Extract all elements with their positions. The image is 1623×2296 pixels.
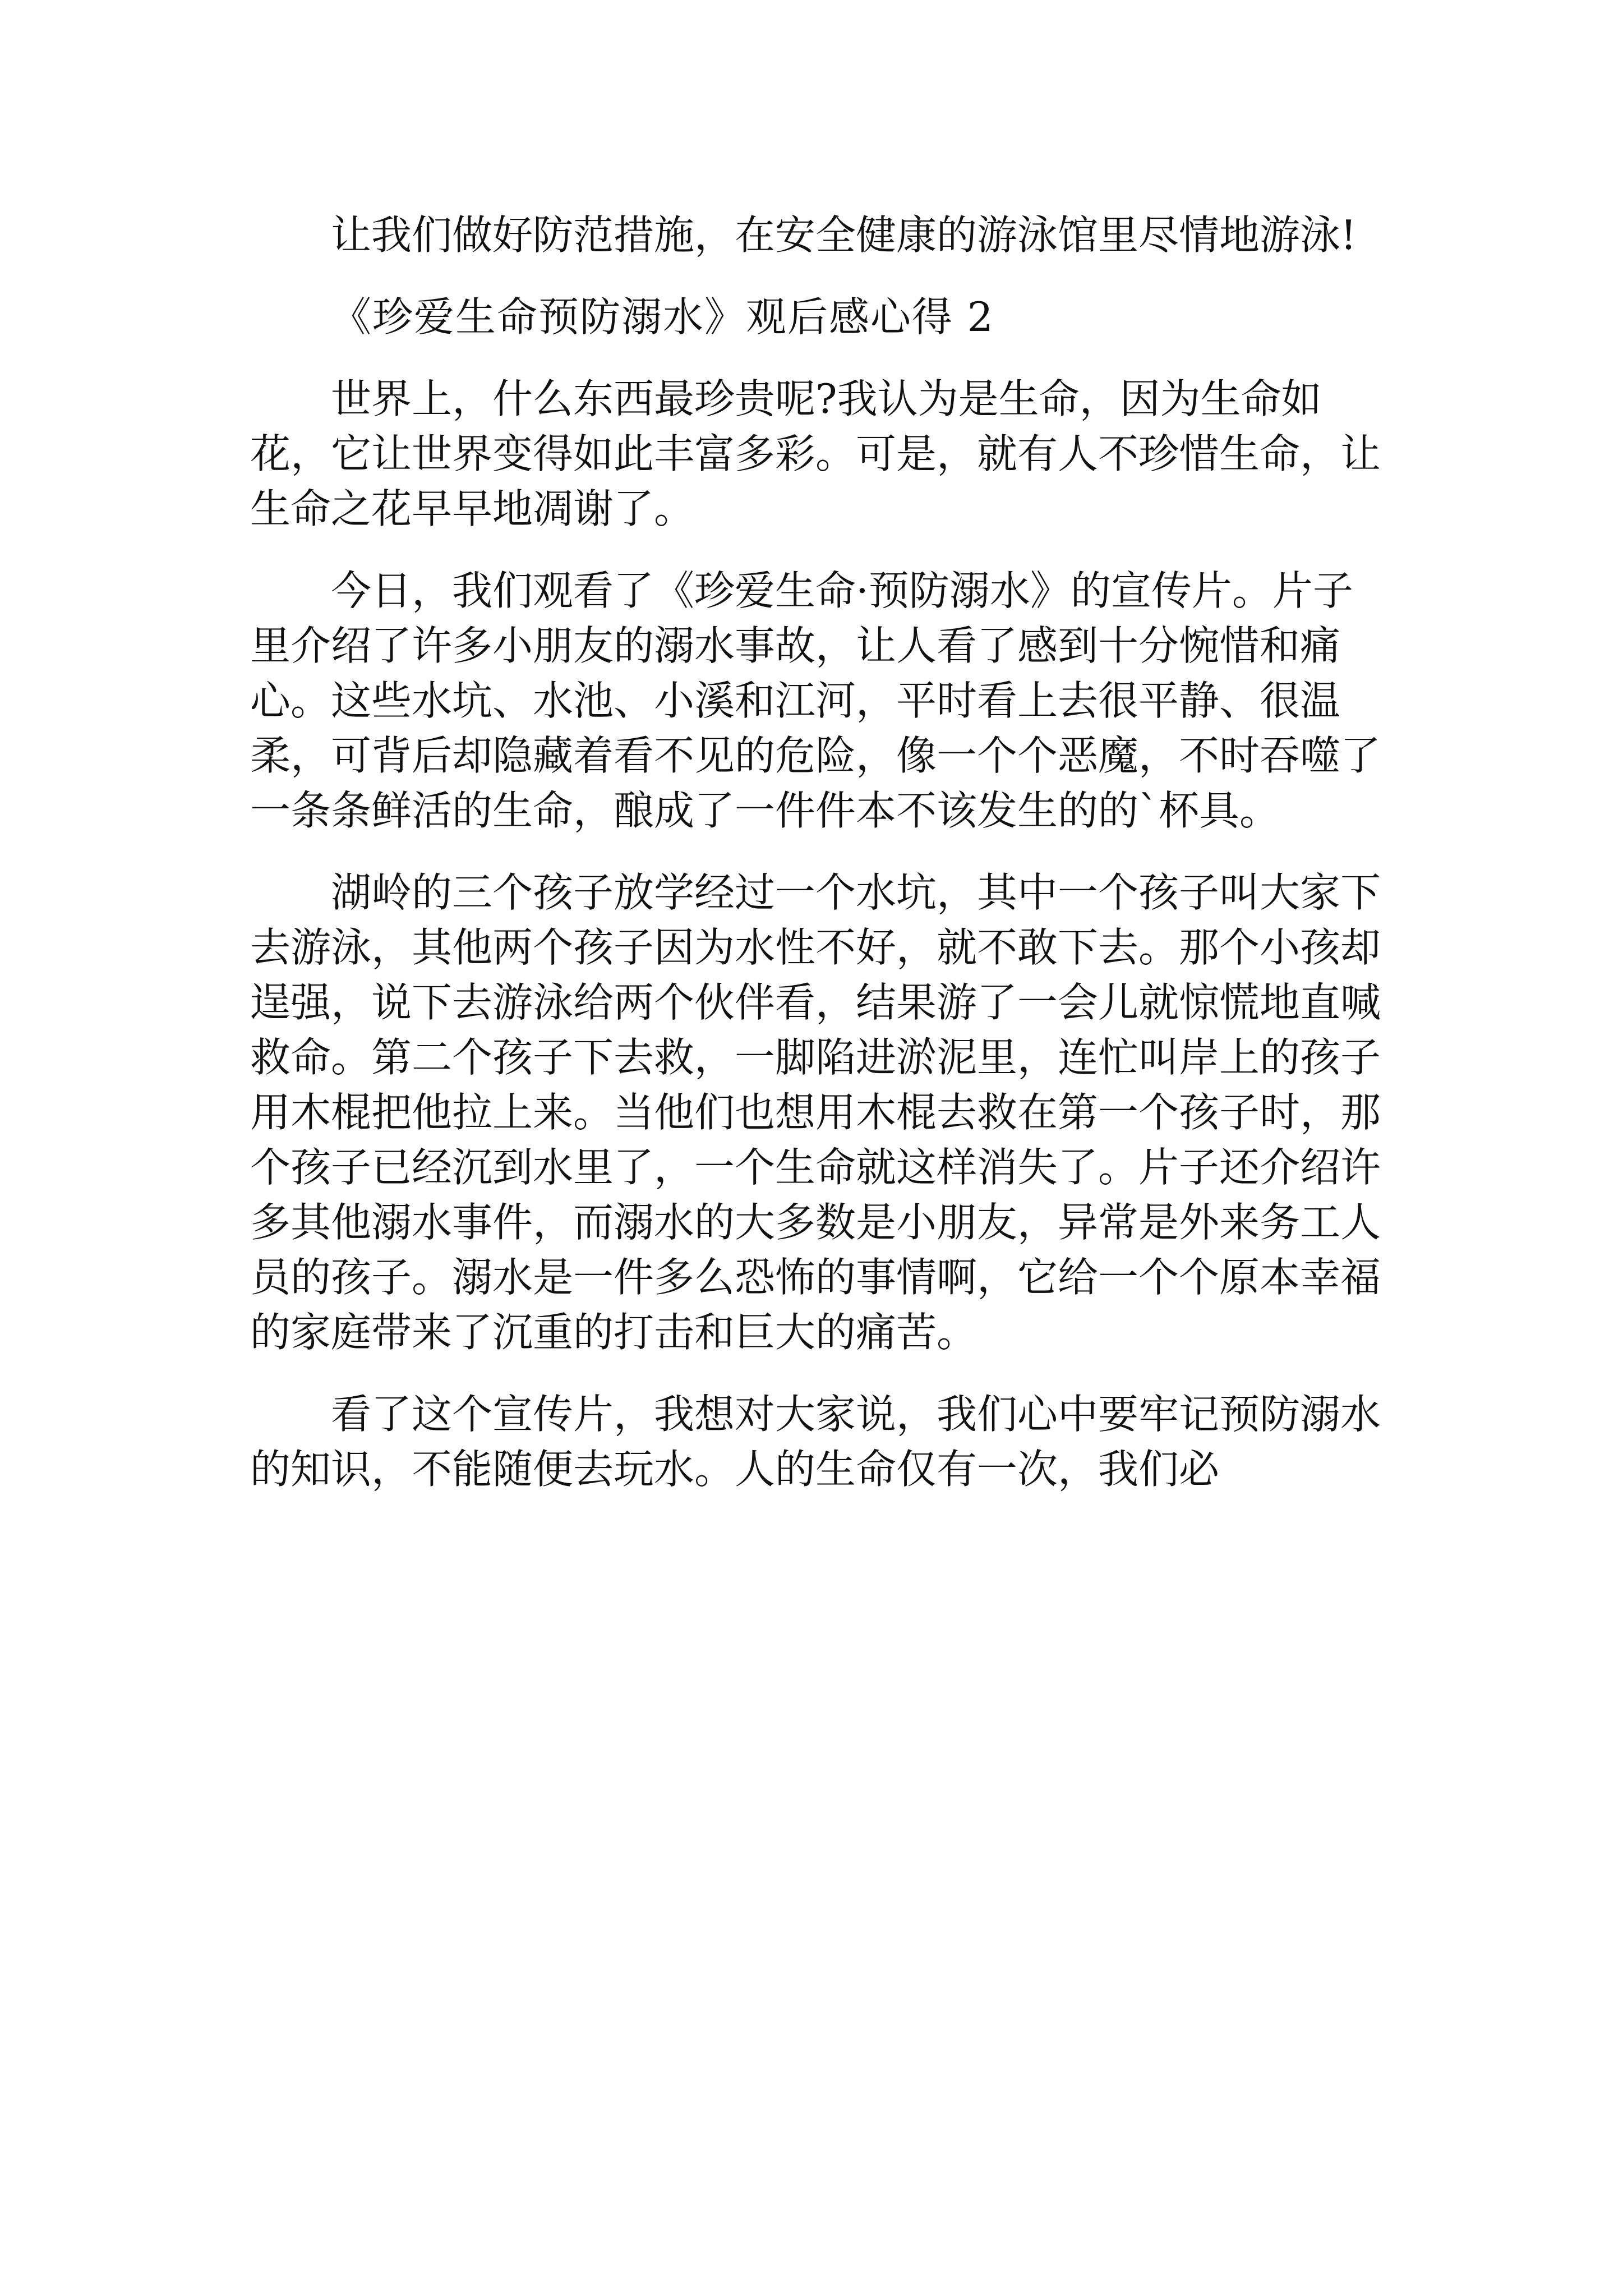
paragraph-life-precious: 世界上，什么东西最珍贵呢?我认为是生命，因为生命如花，它让世界变得如此丰富多彩。可是，就有人不珍惜生命，让生命之花早早地凋谢了。 [250,375,1381,532]
section-title: 《珍爱生命预防溺水》观后感心得 2 [331,293,994,341]
paragraph-swim-safely: 让我们做好防范措施，在安全健康的游泳馆里尽情地游泳! [331,211,1357,259]
document-body [250,208,1389,1524]
paragraph-promo-film: 今日，我们观看了《珍爱生命·预防溺水》的宣传片。片子里介绍了许多小朋友的溺水事故，让人看了感到十分惋惜和痛心。这些水坑、水池、小溪和江河，平时看上去很平静、很温柔，可背后却隐藏着看不见的危险，像一个个恶魔，不时吞噬了一条条鲜活的生命，酿成了一件件本不该发生的的`杯具。 [250,567,1381,834]
paragraph-huling-story: 湖岭的三个孩子放学经过一个水坑，其中一个孩子叫大家下去游泳，其他两个孩子因为水性不好，就不敢下去。那个小孩却逞强，说下去游泳给两个伙伴看，结果游了一会儿就惊慌地直喊救命。第二个孩子下去救，一脚陷进淤泥里，连忙叫岸上的孩子用木棍把他拉上来。当他们也想用木棍去救在第一个孩子时，那个孩子已经沉到水里了，一个生命就这样消失了。片子还介绍许多其他溺水事件，而溺水的大多数是小朋友，异常是外来务工人员的孩子。溺水是一件多么恐怖的事情啊，它给一个个原本幸福的家庭带来了沉重的打击和巨大的痛苦。 [250,869,1381,1356]
paragraph-reflection: 看了这个宣传片，我想对大家说，我们心中要牢记预防溺水的知识，不能随便去玩水。人的生命仅有一次，我们必 [250,1391,1381,1493]
